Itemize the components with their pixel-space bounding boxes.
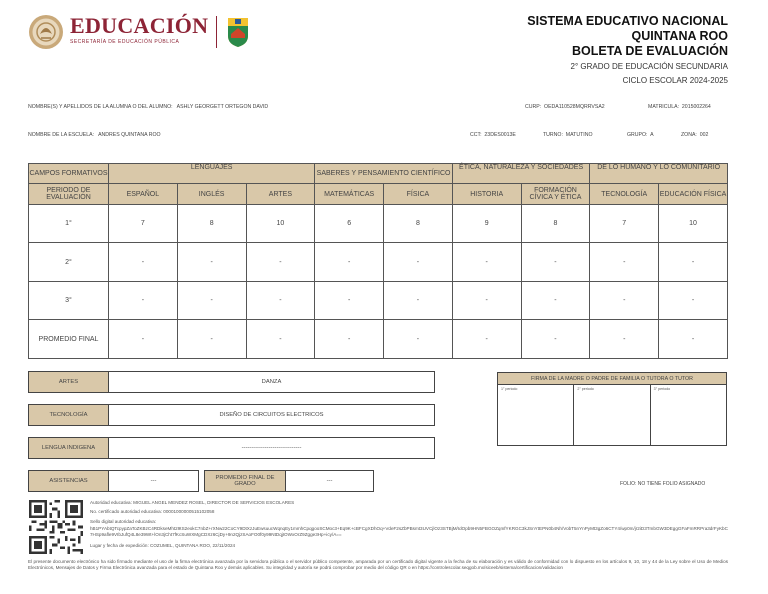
turno-row (543, 132, 592, 138)
subject-header: MATEMÁTICAS (315, 184, 384, 205)
grade-cell: 9 (452, 205, 521, 243)
subject-header: EDUCACIÓN FÍSICA (659, 184, 728, 205)
matricula-row (648, 104, 711, 110)
grade-cell: - (177, 243, 246, 282)
grade-cell: - (246, 282, 315, 320)
grade-cell: - (315, 282, 384, 320)
header-state: QUINTANA ROO (631, 29, 728, 43)
grade-cell: 10 (659, 205, 728, 243)
student-name: ASHLY GEORGETT ORTEGON DAVID (176, 104, 269, 110)
cct-label: CCT: (470, 132, 482, 138)
period-label: 1° (29, 205, 109, 243)
field-header: SABERES Y PENSAMIENTO CIENTÍFICO (315, 164, 453, 184)
grade-cell: - (521, 282, 590, 320)
grade-cell: 6 (315, 205, 384, 243)
grade-cell: 8 (384, 205, 453, 243)
grade-cell: - (590, 282, 659, 320)
cct-value: 23DES0013E (484, 132, 516, 138)
field-header: ÉTICA, NATURALEZA Y SOCIEDADES (452, 164, 590, 184)
grade-cell: - (109, 243, 178, 282)
grade-cell: 8 (521, 205, 590, 243)
subject-header: FÍSICA (384, 184, 453, 205)
grade-cell: 7 (590, 205, 659, 243)
period-label: PROMEDIO FINAL (29, 320, 109, 359)
header-cycle: CICLO ESCOLAR 2024-2025 (622, 76, 728, 85)
school-name-row (28, 132, 161, 138)
grade-cell: - (659, 243, 728, 282)
grade-cell: - (315, 320, 384, 359)
promedio-final-value: --- (285, 470, 374, 492)
subject-header: HISTORIA (452, 184, 521, 205)
legal-notice: El presente documento electrónico ha sido firmado mediante el uso de la firma electrónica avanzada por la servidora pública o el servidor público competente, amparada por un certificado digital vigente a la fecha de su elaboración y es válido de conformidad con lo dispuesto en los artículos 9, 10, 18 y 44 de la Ley sobre el Uso de Medios Electrónicos, Mensajes de Datos y Firma Electrónica avanzada para el estado de Quintana Roo y demás aplicables. Su integridad y autoría se podrá comprobar por medio del código QR o en https://controlescolar.seqgob.mx/siceeb/sistema/certificacion/validacion (28, 559, 728, 570)
seal-label: Sello digital autoridad educativa: (90, 519, 157, 524)
grade-cell: - (590, 320, 659, 359)
school-name: ANDRES QUINTANA ROO (98, 132, 161, 138)
subject-header: ESPAÑOL (109, 184, 178, 205)
curp-row (525, 104, 605, 110)
grade-cell: - (521, 243, 590, 282)
matricula-value: 2015002264 (681, 104, 711, 110)
table-row (29, 282, 728, 320)
field-header: DE LO HUMANO Y LO COMUNITARIO (590, 164, 728, 184)
signature-period: 2° periodo (574, 385, 650, 446)
table-row (29, 205, 728, 243)
place-date: Lugar y fecha de expedición: COZUMEL, QUINTANA ROO, 22/11/2024 (90, 543, 236, 548)
national-seal-icon (28, 14, 64, 50)
grade-cell: - (177, 282, 246, 320)
subject-header: TECNOLOGÍA (590, 184, 659, 205)
certificate-number: No. certificado autoridad educativa: 00001000000515102058 (90, 509, 215, 514)
parent-signature-box (497, 372, 727, 446)
tecnologia-value: DISEÑO DE CIRCUITOS ELECTRICOS (108, 404, 435, 426)
grade-cell: - (246, 243, 315, 282)
student-name-label: NOMBRE(S) Y APELLIDOS DE LA ALUMNA O DEL ALUMNO: (28, 104, 173, 110)
document-header (527, 14, 728, 87)
student-name-row (28, 104, 268, 110)
grade-cell: - (109, 282, 178, 320)
grade-cell: - (659, 320, 728, 359)
header-doc-title: BOLETA DE EVALUACIÓN (571, 44, 728, 58)
authority-line: Autoridad educativa: MIGUEL ANGEL MENDEZ ROSEL, DIRECTOR DE SERVICIOS ESCOLARES (90, 500, 295, 505)
zona-label: ZONA: (681, 132, 697, 138)
grade-cell: - (315, 243, 384, 282)
grade-cell: - (452, 320, 521, 359)
period-label: 2° (29, 243, 109, 282)
brand-subtitle: SECRETARÍA DE EDUCACIÓN PÚBLICA (70, 39, 180, 45)
artes-label: ARTES (28, 371, 109, 393)
quintana-roo-shield-icon (225, 16, 251, 48)
grupo-value: A (650, 132, 654, 138)
turno-label: TURNO: (543, 132, 563, 138)
grade-cell: - (521, 320, 590, 359)
artes-value: DANZA (108, 371, 435, 393)
matricula-label: MATRICULA: (648, 104, 680, 110)
promedio-final-label: PROMEDIO FINAL DE GRADO (204, 470, 286, 492)
curp-label: CURP: (525, 104, 542, 110)
curp-value: OEDA110528MQRRVSA2 (544, 104, 605, 110)
zona-row (681, 132, 708, 138)
tecnologia-label: TECNOLOGÍA (28, 404, 109, 426)
brand-name: EDUCACIÓN (70, 13, 209, 38)
school-name-label: NOMBRE DE LA ESCUELA: (28, 132, 95, 138)
signature-period: 3° periodo (653, 387, 671, 391)
lengua-indigena-value: ------------------------------- (108, 437, 435, 459)
grades-table (28, 163, 728, 359)
grade-cell: - (452, 282, 521, 320)
grade-cell: - (659, 282, 728, 320)
brand-divider (216, 16, 217, 48)
header-grade: 2° GRADO DE EDUCACIÓN SECUNDARIA (570, 62, 728, 71)
grade-cell: - (384, 282, 453, 320)
grade-cell: - (109, 320, 178, 359)
grade-cell: - (590, 243, 659, 282)
asistencias-value: --- (108, 470, 199, 492)
table-row (29, 243, 728, 282)
header-system: SISTEMA EDUCATIVO NACIONAL (527, 14, 728, 28)
signature-title: FIRMA DE LA MADRE O PADRE DE FAMILIA O TUTORA O TUTOR (498, 373, 726, 385)
subject-header: ARTES (246, 184, 315, 205)
subject-header: INGLÉS (177, 184, 246, 205)
asistencias-label: ASISTENCIAS (28, 470, 109, 492)
grade-cell: 8 (177, 205, 246, 243)
field-header: LENGUAJES (109, 164, 315, 184)
grade-cell: - (384, 243, 453, 282)
lengua-indigena-label: LENGUA INDIGENA (28, 437, 109, 459)
grade-cell: 10 (246, 205, 315, 243)
grade-cell: - (177, 320, 246, 359)
zona-value: 002 (699, 132, 709, 138)
sep-logo (28, 12, 258, 52)
table-row (29, 320, 728, 359)
campos-formativos-header: CAMPOS FORMATIVOS (29, 164, 109, 184)
turno-value: MATUTINO (565, 132, 593, 138)
periodo-header: PERIODO DE EVALUACIÓN (29, 184, 109, 205)
qr-code-icon[interactable] (28, 500, 84, 554)
grade-cell: - (384, 320, 453, 359)
grade-cell: - (452, 243, 521, 282)
grupo-row (627, 132, 654, 138)
grupo-label: GRUPO: (627, 132, 648, 138)
cct-row (470, 132, 516, 138)
period-label: 3° (29, 282, 109, 320)
signature-period: 1° periodo (498, 385, 574, 446)
grade-cell: 7 (109, 205, 178, 243)
digital-seal: hB1PYAbtQTcpypZaToZKBzC4RDkseMht29tS2eokC7nbZ+rXNw22CoCY9DtXzJuEwsuucWqnqEy1mmhCpqgooSCMoc3+Eq9K+cBFCgXDhOq+VdeF2sZbPBsmt3UVCjlOz3STBjM/IdOpb9HN5FBGOZqmfYKRGC3kJSnYtEPN0b4Nh/VobT5nYnPyMt3gZo6CTY4/wp0m/jr2iD3TmbGW3DEggGFaFmRRPra3drFyKbC7HSp9afle9VIbJufQ4L8e39Wt+lOn3jCht7fKcSuWXMgCDXz6CjDy+9n2QjzSAoFO0f0y99NtDqjIOWxOrZ9Zgge3Hp+icy/A== (90, 526, 728, 537)
folio-text: FOLIO: NO TIENE FOLIO ASIGNADO (620, 481, 706, 487)
subject-header: FORMACIÓN CÍVICA Y ÉTICA (521, 184, 590, 205)
grade-cell: - (246, 320, 315, 359)
